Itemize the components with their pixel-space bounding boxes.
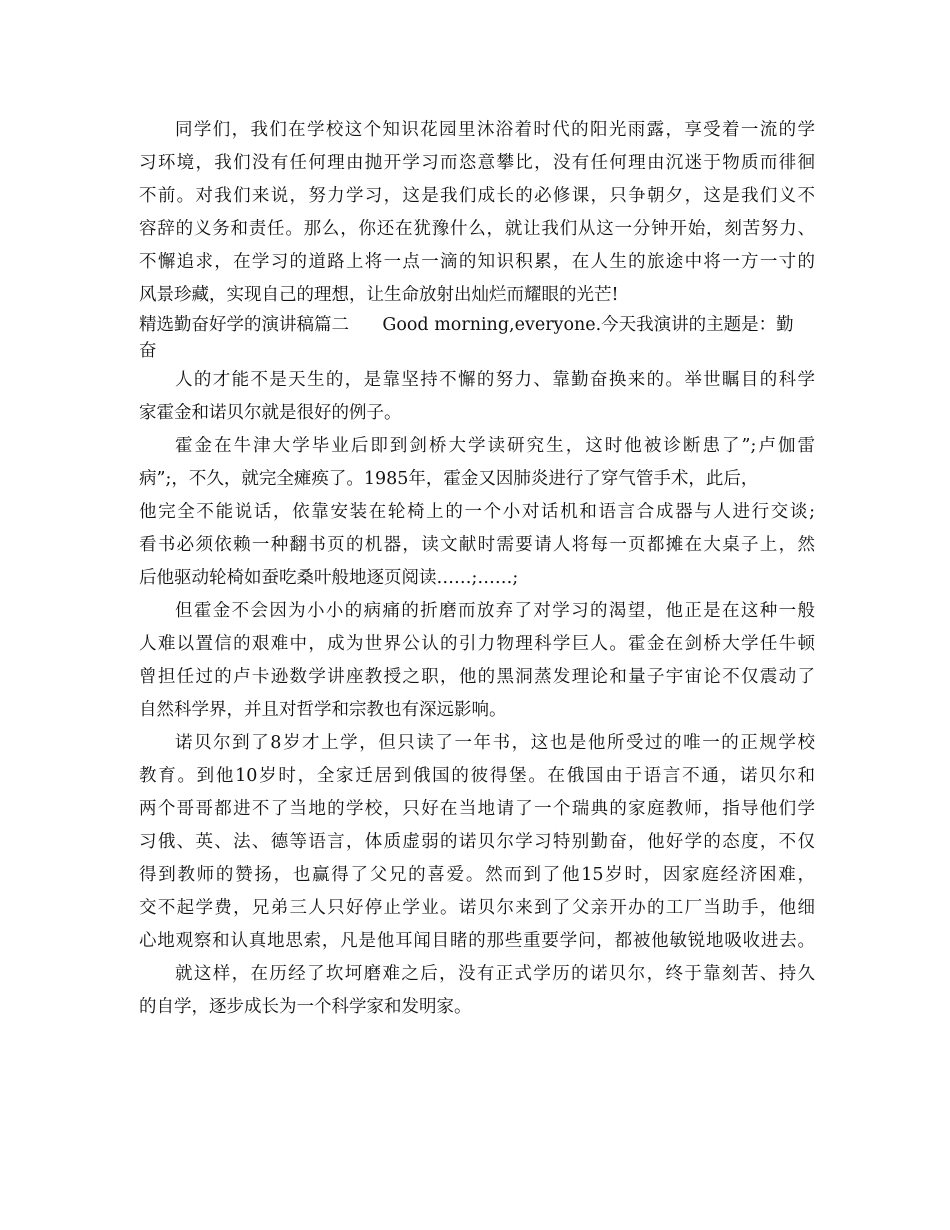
paragraph-line: 两个哥哥都进不了当地的学校，只好在当地请了一个瑞典的家庭教师，指导他们学 bbox=[139, 799, 815, 819]
paragraph-line: 风景珍藏，实现自己的理想，让生命放射出灿烂而耀眼的光芒! bbox=[139, 285, 619, 305]
paragraph-line: 教育。到他10岁时，全家迁居到俄国的彼得堡。在俄国由于语言不通，诺贝尔和 bbox=[139, 766, 815, 786]
paragraph-line: 人的才能不是天生的，是靠坚持不懈的努力、靠勤奋换来的。举世瞩目的科学 bbox=[175, 370, 815, 390]
paragraph-line: 自然科学界，并且对哲学和宗教也有深远影响。 bbox=[139, 700, 507, 720]
paragraph-line: 同学们，我们在学校这个知识花园里沐浴着时代的阳光雨露，享受着一流的学 bbox=[175, 120, 815, 140]
paragraph-line: 心地观察和认真地思索，凡是他耳闻目睹的那些重要学问，都被他敏锐地吸收进去。 bbox=[139, 931, 815, 951]
paragraph-line: 容辞的义务和责任。那么，你还在犹豫什么，就让我们从这一分钟开始，刻苦努力、 bbox=[139, 219, 815, 239]
paragraph-line: 就这样，在历经了坎坷磨难之后，没有正式学历的诺贝尔，终于靠刻苦、持久 bbox=[175, 964, 815, 984]
paragraph-line: 习俄、英、法、德等语言，体质虚弱的诺贝尔学习特别勤奋，他好学的态度，不仅 bbox=[139, 832, 815, 852]
paragraph-line: 看书必须依赖一种翻书页的机器，读文献时需要请人将每一页都摊在大桌子上，然 bbox=[139, 535, 815, 555]
paragraph-line: 病”;，不久，就完全瘫痪了。1985年，霍金又因肺炎进行了穿气管手术，此后， bbox=[139, 469, 759, 489]
paragraph-line: 霍金在牛津大学毕业后即到剑桥大学读研究生，这时他被诊断患了”;卢伽雷 bbox=[175, 436, 815, 456]
paragraph-line: 的自学，逐步成长为一个科学家和发明家。 bbox=[139, 997, 472, 1017]
section-heading-line: 精选勤奋好学的演讲稿篇二 Good morning,everyone.今天我演讲的主题是：勤 bbox=[139, 315, 794, 335]
paragraph-line: 家霍金和诺贝尔就是很好的例子。 bbox=[139, 403, 402, 423]
paragraph-line: 交不起学费，兄弟三人只好停止学业。诺贝尔来到了父亲开办的工厂当助手，他细 bbox=[139, 898, 815, 918]
paragraph-line: 他完全不能说话，依靠安装在轮椅上的一个小对话机和语言合成器与人进行交谈; bbox=[139, 502, 815, 522]
paragraph-line: 曾担任过的卢卡逊数学讲座教授之职，他的黑洞蒸发理论和量子宇宙论不仅震动了 bbox=[139, 667, 815, 687]
paragraph-line: 后他驱动轮椅如蚕吃桑叶般地逐页阅读……;……; bbox=[139, 568, 519, 588]
paragraph-line: 人难以置信的艰难中，成为世界公认的引力物理科学巨人。霍金在剑桥大学任牛顿 bbox=[139, 634, 815, 654]
speech-text bbox=[139, 114, 815, 1024]
paragraph-line: 诺贝尔到了8岁才上学，但只读了一年书，这也是他所受过的唯一的正规学校 bbox=[175, 733, 815, 753]
paragraph-line: 得到教师的赞扬，也赢得了父兄的喜爱。然而到了他15岁时，因家庭经济困难， bbox=[139, 865, 815, 885]
paragraph-line: 不前。对我们来说，努力学习，这是我们成长的必修课，只争朝夕，这是我们义不 bbox=[139, 186, 815, 206]
paragraph-line: 但霍金不会因为小小的病痛的折磨而放弃了对学习的渴望，他正是在这种一般 bbox=[175, 601, 815, 621]
section-heading-line: 奋 bbox=[139, 341, 157, 361]
paragraph-line: 不懈追求，在学习的道路上将一点一滴的知识积累，在人生的旅途中将一方一寸的 bbox=[139, 252, 815, 272]
paragraph-line: 习环境，我们没有任何理由抛开学习而恣意攀比，没有任何理由沉迷于物质而徘徊 bbox=[139, 153, 815, 173]
